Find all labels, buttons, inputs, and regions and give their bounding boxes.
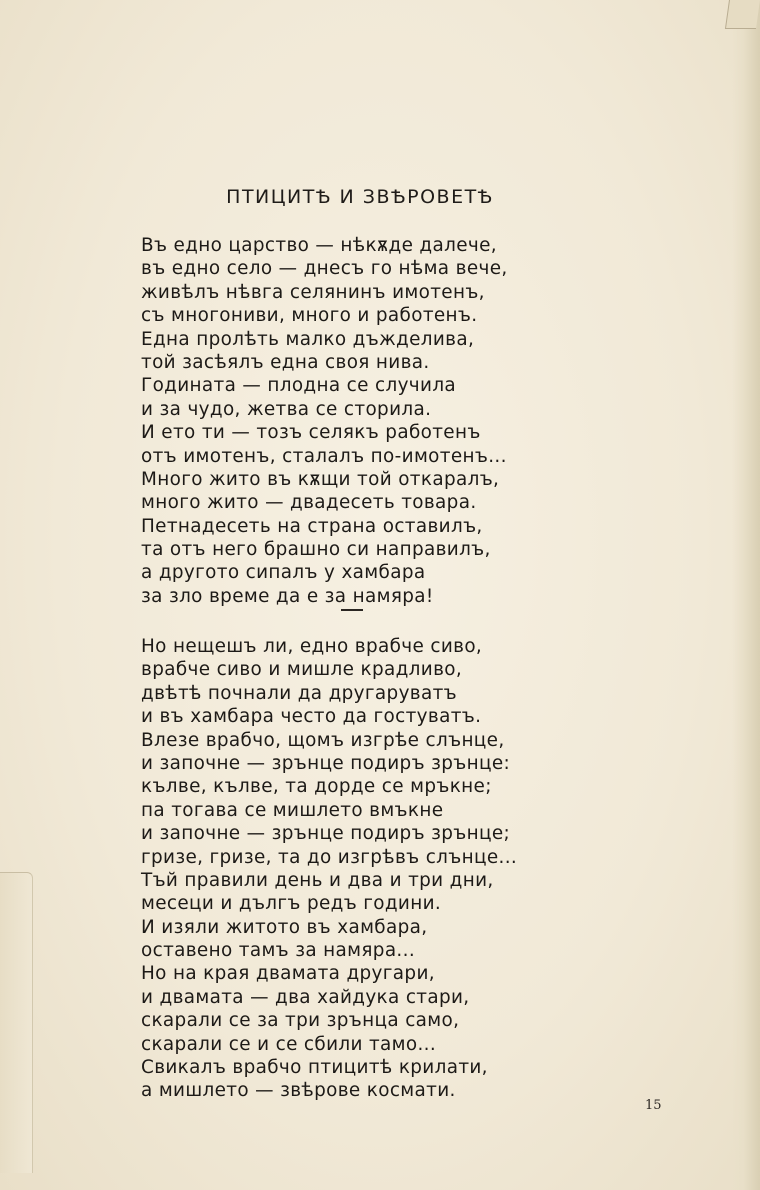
verse-line: за зло време да е за намяра! — [141, 585, 434, 607]
verse-line: отъ имотенъ, сталалъ по-имотенъ... — [141, 445, 507, 467]
verse-line: и започне — зрънце подиръ зрънце: — [141, 752, 511, 774]
verse-line: врабче сиво и мишле крадливо, — [141, 659, 463, 681]
verse-line: а другото сипалъ у хамбара — [141, 562, 426, 584]
verse-line: въ едно село — днесъ го нѣма вече, — [141, 258, 508, 280]
stanza-1 — [141, 234, 508, 608]
verse-line: и за чудо, жетва се сторила. — [141, 398, 432, 420]
verse-line: И изяли житото въ хамбара, — [141, 916, 428, 938]
verse-line: кълве, кълве, та дорде се мръкне; — [141, 776, 492, 798]
verse-line: много жито — двадесеть товара. — [141, 492, 477, 514]
verse-line: Въ едно царство — нѣкѫде далече, — [141, 235, 497, 256]
verse-line: двѣтѣ почнали да другаруватъ — [141, 682, 458, 704]
verse-line: Влезе врабчо, щомъ изгрѣе слънце, — [141, 729, 505, 751]
verse-line: та отъ него брашно си направилъ, — [141, 539, 491, 561]
verse-line: и двамата — два хайдука стари, — [141, 986, 470, 1008]
page-edge-shadow — [732, 0, 760, 1190]
verse-line: живѣлъ нѣвга селянинъ имотенъ, — [141, 281, 485, 303]
verse-line: Но нещешъ ли, едно врабче сиво, — [141, 636, 483, 657]
verse-line: оставено тамъ за намяра... — [141, 940, 416, 962]
torn-left-edge — [0, 872, 33, 1173]
verse-line: скарали се за три зрънца само, — [141, 1010, 460, 1032]
corner-fold — [725, 0, 760, 29]
verse-line: той засѣялъ една своя нива. — [141, 351, 430, 373]
verse-line: Една пролѣть малко дъжделива, — [141, 328, 475, 350]
verse-line: скарали се и се сбили тамо... — [141, 1033, 437, 1055]
verse-line: и въ хамбара често да гостуватъ. — [141, 706, 482, 728]
verse-line: гризе, гризе, та до изгрѣвъ слънце... — [141, 846, 518, 868]
verse-line: месеци и дългъ редъ години. — [141, 893, 442, 915]
verse-line: И ето ти — тозъ селякъ работенъ — [141, 422, 481, 444]
poem-title: ПТИЦИТѢ И ЗВѢРОВЕТѢ — [226, 186, 494, 208]
page-number: 15 — [645, 1098, 662, 1113]
verse-line: Тъй правили день и два и три дни, — [141, 869, 494, 891]
verse-line: Свикалъ врабчо птицитѣ крилати, — [141, 1057, 488, 1079]
verse-line: Много жито въ кѫщи той откаралъ, — [141, 468, 500, 490]
verse-line: съ многониви, много и работенъ. — [141, 305, 478, 327]
stanza-separator — [341, 609, 363, 611]
verse-line: Петнадесеть на страна оставилъ, — [141, 515, 483, 537]
verse-line: и започне — зрънце подиръ зрънце; — [141, 823, 511, 845]
stanza-2 — [141, 635, 517, 1103]
verse-line: а мишлето — звѣрове космати. — [141, 1080, 456, 1102]
verse-line: Годината — плодна се случила — [141, 375, 457, 397]
verse-line: Но на края двамата другари, — [141, 963, 435, 985]
verse-line: па тогава се мишлето вмъкне — [141, 799, 444, 821]
